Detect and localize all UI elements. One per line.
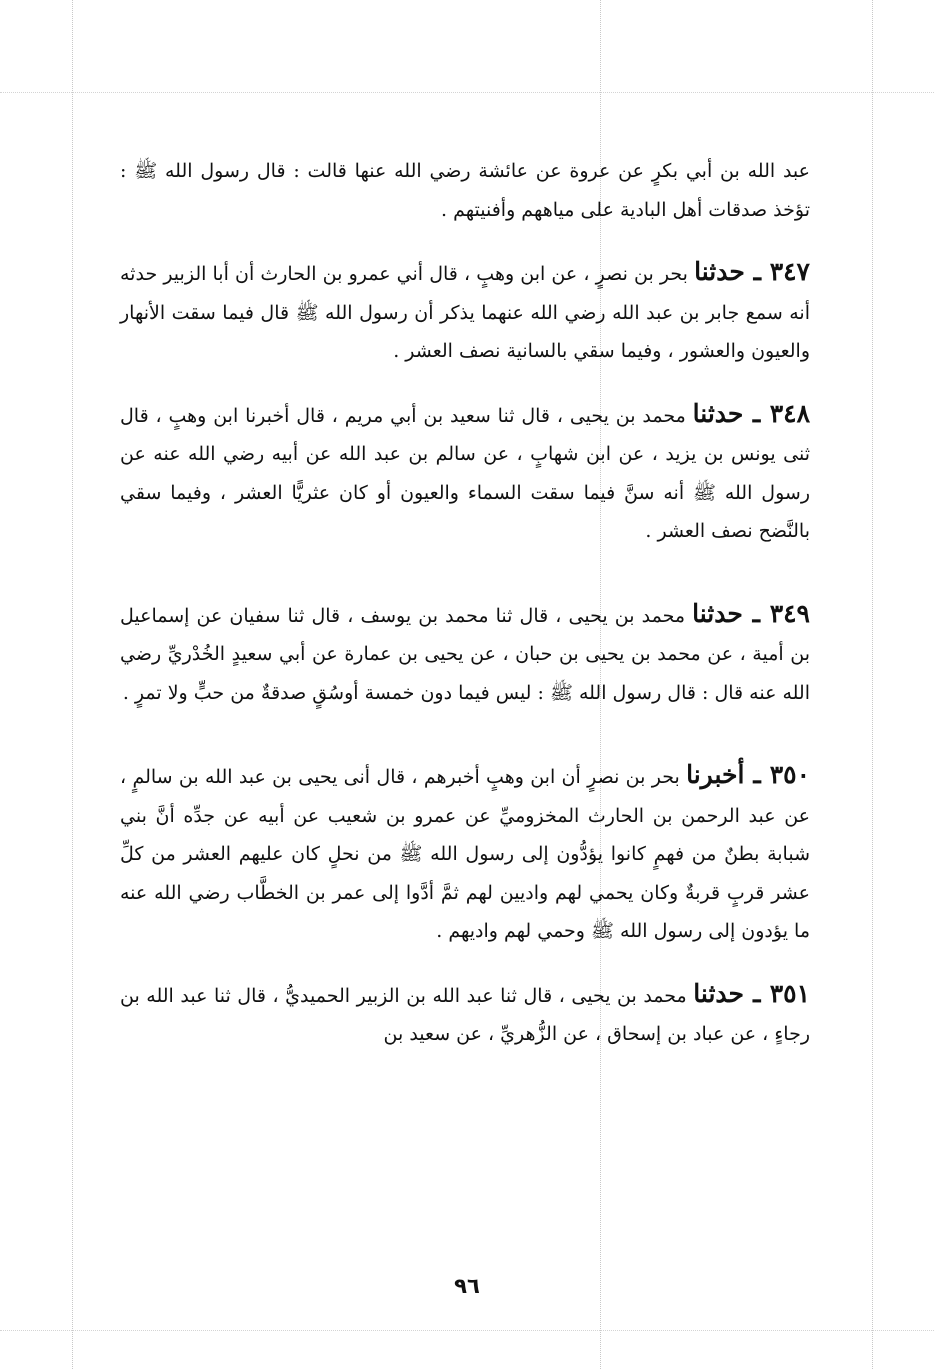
hadith-paragraph-350: ٣٥٠ ـ أخبرنا بحر بن نصرٍ أن ابن وهبٍ أخبرهم ، قال أنى يحيى بن عبد الله بن سالمٍ ، عن عبد الرحمن بن الحارث المخزوميِّ عن عمرو بن شعيب عن أبيه عن جدِّه أنَّ بني شبابة بطنٌ من فهمٍ كانوا يؤدُّون إلى رسول الله ﷺ من نحلٍ كان عليهم العشر من كلِّ عشر قربٍ قربةٌ وكان يحمي لهم واديين لهم ثمَّ أدَّوا إلى عمر بن الخطَّاب رضي الله عنه ما يؤدون إلى رسول الله ﷺ وحمي لهم واديهم . xyxy=(120,760,811,942)
margin-guide-right xyxy=(872,0,873,1369)
hadith-paragraph-continuation xyxy=(120,152,810,229)
page-number: ٩٦ xyxy=(454,1274,480,1298)
paragraph-text: محمد بن يحيى ، قال ثنا سعيد بن أبي مريم ، قال أخبرنا ابن وهبٍ ، قال ثنى يونس بن يزيد ، عن ابن شهابٍ ، عن سالم بن عبد الله عن أبيه رضي الله عنه عن رسول الله ﷺ أنه سنَّ فيما سقت السماء والعيون أو كان عثريًّا العشر ، وفيما سقي بالنَّضح نصف العشر . xyxy=(120,404,810,542)
page-body xyxy=(120,152,810,1054)
hadith-number: ٣٤٧ xyxy=(769,257,810,286)
hadith-paragraph-349: ٣٤٩ ـ حدثنا محمد بن يحيى ، قال ثنا محمد بن يوسف ، قال ثنا سفيان عن إسماعيل بن أمية ، عن محمد بن يحيى بن حبان ، عن يحيى بن عمارة عن أبي سعيدٍ الخُدْريِّ رضي الله عنه قال : قال رسول الله ﷺ : ليس فيما دون خمسة أوسُقٍ صدقةٌ من حبٍّ ولا تمرٍ . xyxy=(120,598,810,704)
hadith-paragraph-348: ٣٤٨ ـ حدثنا محمد بن يحيى ، قال ثنا سعيد بن أبي مريم ، قال أخبرنا ابن وهبٍ ، قال ثنى يونس بن يزيد ، عن ابن شهابٍ ، عن سالم بن عبد الله عن أبيه رضي الله عنه عن رسول الله ﷺ أنه سنَّ فيما سقت السماء والعيون أو كان عثريًّا العشر ، وفيما سقي بالنَّضح نصف العشر . xyxy=(120,398,811,542)
paragraph-text: بحر بن نصرٍ أن ابن وهبٍ أخبرهم ، قال أنى يحيى بن عبد الله بن سالمٍ ، عن عبد الرحمن بن الحارث المخزوميِّ عن عمرو بن شعيب عن أبيه عن جدِّه أنَّ بني شبابة بطنٌ من فهمٍ كانوا يؤدُّون إلى رسول الله ﷺ من نحلٍ كان عليهم العشر من كلِّ عشر قربٍ قربةٌ وكان يحمي لهم واديين لهم ثمَّ أدَّوا إلى عمر بن الخطَّاب رضي الله عنه ما يؤدون إلى رسول الله ﷺ وحمي لهم واديهم . xyxy=(120,766,810,942)
paragraph-text: محمد بن يحيى ، قال ثنا محمد بن يوسف ، قال ثنا سفيان عن إسماعيل بن أمية ، عن محمد بن يحيى بن حبان ، عن يحيى بن عمارة عن أبي سعيدٍ الخُدْريِّ رضي الله عنه قال : قال رسول الله ﷺ : ليس فيما دون خمسة أوسُقٍ صدقةٌ من حبٍّ ولا تمرٍ . xyxy=(120,604,810,704)
hadith-paragraph-351: ٣٥١ ـ حدثنا محمد بن يحيى ، قال ثنا عبد الله بن الزبير الحميديُّ ، قال ثنا عبد الله بن رجاءٍ ، عن عباد بن إسحاق ، عن الزُّهريِّ ، عن سعيد بن xyxy=(120,978,811,1045)
margin-guide-left xyxy=(72,0,73,1369)
paragraph-text: بحر بن نصرٍ ، عن ابن وهبٍ ، قال أني عمرو بن الحارث أن أبا الزبير حدثه أنه سمع جابر بن عبد الله رضي الله عنهما يذكر أن رسول الله ﷺ قال فيما سقت الأنهار والعيون والعشور ، وفيما سقي بالسانية نصف العشر . xyxy=(120,263,810,362)
hadith-number: ٣٥١ xyxy=(769,978,811,1008)
hadith-number: ٣٤٨ xyxy=(769,398,811,428)
hadith-paragraph-347: ٣٤٧ ـ حدثنا بحر بن نصرٍ ، عن ابن وهبٍ ، قال أني عمرو بن الحارث أن أبا الزبير حدثه أنه سمع جابر بن عبد الله رضي الله عنهما يذكر أن رسول الله ﷺ قال فيما سقت الأنهار والعيون والعشور ، وفيما سقي بالسانية نصف العشر . xyxy=(120,257,810,362)
paragraph-text: محمد بن يحيى ، قال ثنا عبد الله بن الزبير الحميديُّ ، قال ثنا عبد الله بن رجاءٍ ، عن عباد بن إسحاق ، عن الزُّهريِّ ، عن سعيد بن xyxy=(120,984,810,1045)
hadith-number: ٣٥٠ xyxy=(769,760,811,789)
hadith-keyword: حدثنا xyxy=(692,398,744,428)
hadith-keyword: حدثنا xyxy=(692,598,743,628)
margin-guide-top xyxy=(0,92,934,93)
hadith-keyword: حدثنا xyxy=(694,257,745,286)
hadith-number: ٣٤٩ xyxy=(769,598,810,628)
paragraph-text: عبد الله بن أبي بكرٍ عن عروة عن عائشة رضي الله عنها قالت : قال رسول الله ﷺ : تؤخذ صدقات أهل البادية على مياههم وأفنيتهم . xyxy=(120,160,810,221)
margin-guide-bottom xyxy=(0,1330,934,1331)
hadith-keyword: حدثنا xyxy=(693,978,744,1008)
hadith-keyword: أخبرنا xyxy=(686,760,745,789)
